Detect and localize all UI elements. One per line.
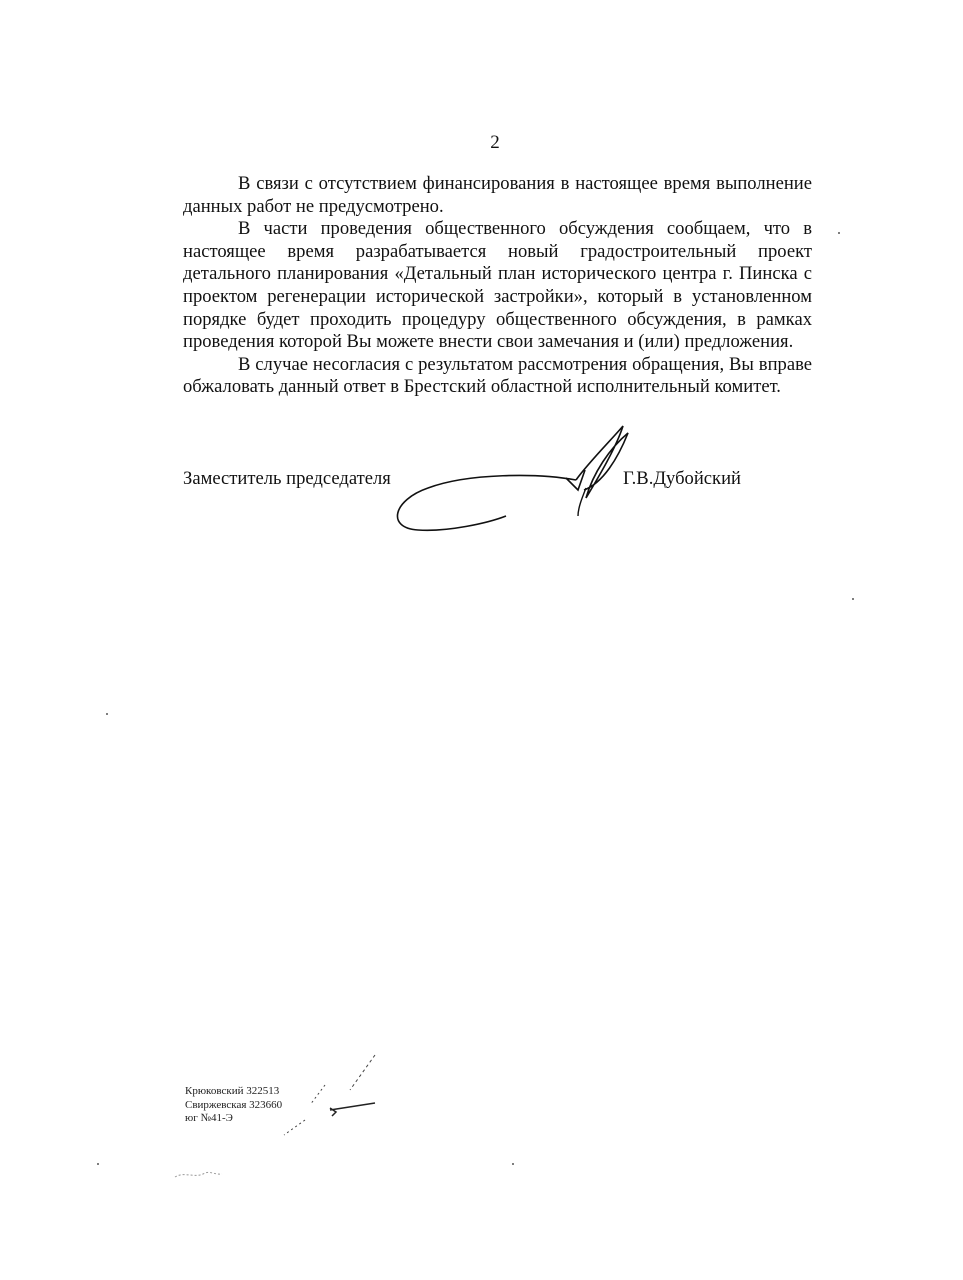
scan-speck [852, 598, 854, 600]
paragraph-funding: В связи с отсутствием финансирования в настоящее время выполнение данных работ не предусмотрено. [183, 173, 812, 217]
footer-executors [185, 1085, 282, 1126]
executor-line-2: Свиржевская 323660 [185, 1098, 283, 1111]
signatory-name: Г.В.Дубойский [623, 468, 741, 489]
paragraph-public-discussion: В части проведения общественного обсуждения сообщаем, что в настоящее время разрабатывается новый градостроительный проект детального планирования «Детальный план исторического центра г. Пинска с проектом регенерации исторической застройки», который в установленном порядке будет проходить процедуру общественного обсуждения, в рамках проведения которой Вы можете внести свои замечания и (или) предложения. [183, 218, 812, 353]
scan-speck [838, 232, 840, 234]
footer-initials-mark [270, 1050, 390, 1140]
executor-line-1: Крюковский 322513 [185, 1085, 280, 1097]
reference-number: юг №41-Э [185, 1112, 233, 1124]
scan-speck [512, 1163, 514, 1165]
scan-speck [106, 713, 108, 715]
faint-scribble-mark [170, 1165, 230, 1185]
paragraph-appeal: В случае несогласия с результатом рассмотрения обращения, Вы вправе обжаловать данный ответ в Брестский областной исполнительный комитет. [183, 353, 812, 398]
signatory-title: Заместитель председателя [183, 468, 391, 489]
page-number: 2 [490, 132, 500, 153]
letter-body [183, 173, 812, 399]
handwritten-signature [388, 418, 658, 538]
scan-speck [97, 1163, 99, 1165]
